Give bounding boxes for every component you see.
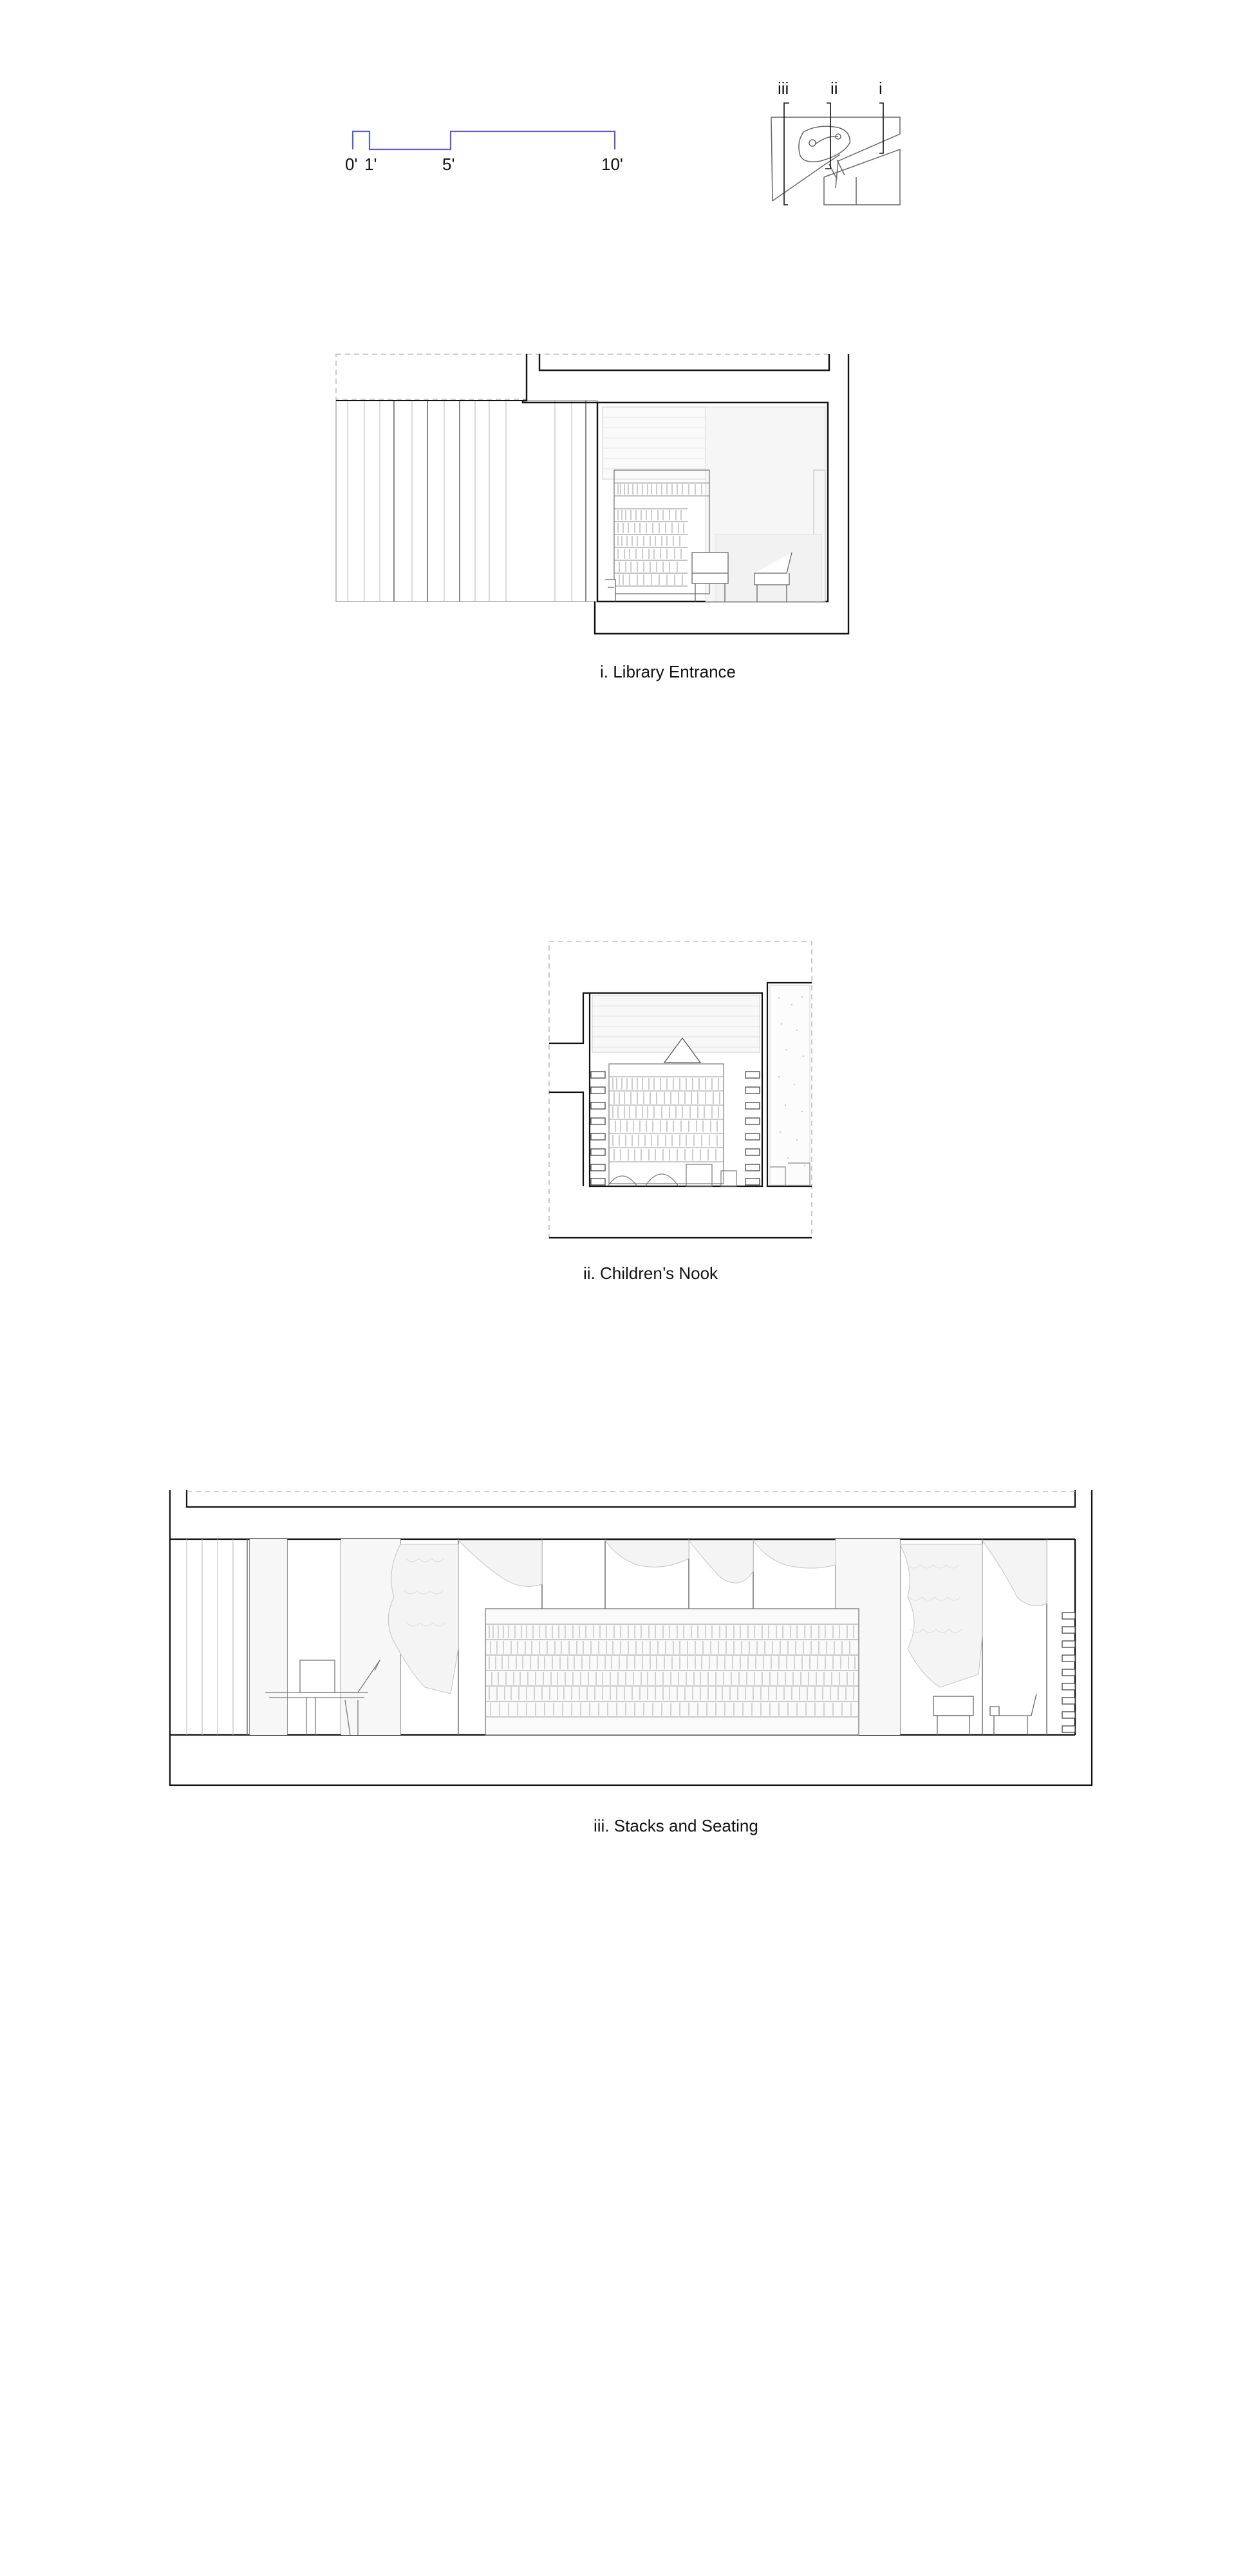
caption-library-entrance: i. Library Entrance [600,662,736,681]
scale-tick-5: 5' [442,155,455,174]
scale-tick-1: 1' [364,155,377,174]
key-marker-iii: iii [778,79,789,98]
key-marker-i: i [879,79,883,98]
caption-stacks-and-seating: iii. Stacks and Seating [594,1816,758,1835]
scale-tick-10: 10' [601,155,623,174]
key-marker-ii: ii [830,79,838,98]
caption-childrens-nook: ii. Children’s Nook [583,1264,718,1283]
central-bookshelf [485,1609,859,1735]
scale-tick-0: 0' [345,155,358,174]
